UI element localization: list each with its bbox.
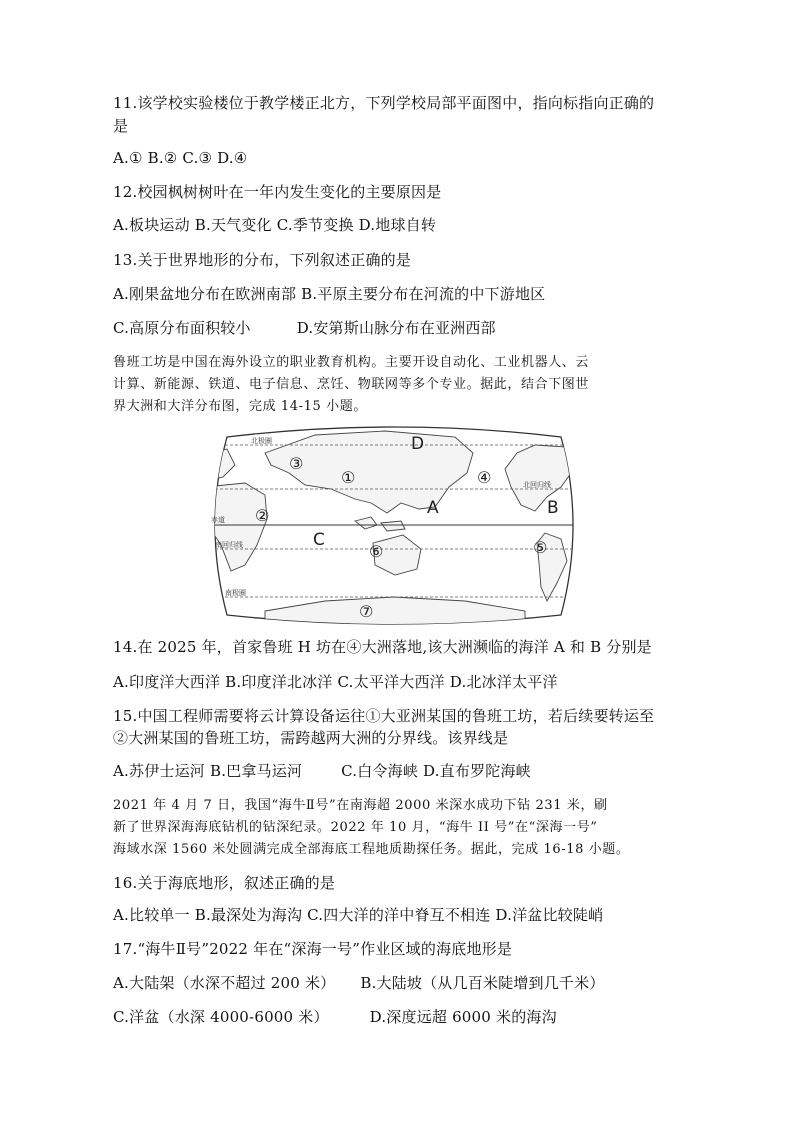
continent-3-label: ③ (289, 454, 304, 473)
q17-options-ab (113, 972, 605, 994)
q15-option-ab: A.苏伊士运河 B.巴拿马运河 (113, 762, 303, 780)
passage1-line3: 界大洲和大洋分布图，完成 14-15 小题。 (113, 399, 367, 414)
q17-stem: 17.“海牛Ⅱ号”2022 年在“深海一号”作业区域的海底地形是 (113, 940, 513, 958)
passage1-line2: 计算、新能源、铁道、电子信息、烹饪、物联网等多个专业。据此，结合下图世 (113, 377, 590, 392)
q13-options-line2 (113, 317, 496, 339)
continent-2-label: ② (255, 506, 270, 525)
ocean-a-label: A (427, 498, 439, 518)
equator-label: 赤道 (211, 516, 225, 524)
q17-options-cd (113, 1006, 557, 1028)
q17-option-b: B.大陆坡（从几百米陡增到几千米） (360, 974, 605, 992)
q17-option-c: C.洋盆（水深 4000-6000 米） (113, 1008, 329, 1026)
q13-option-d: D.安第斯山脉分布在亚洲西部 (296, 319, 496, 337)
continent-6-label: ⑥ (369, 542, 384, 561)
ocean-d-label: D (411, 434, 425, 454)
q16-options: A.比较单一 B.最深处为海沟 C.四大洋的洋中脊互不相连 D.洋盆比较陡峭 (113, 906, 604, 924)
q15-stem-line2: ②大洲某国的鲁班工坊，需跨越两大洲的分界线。该界线是 (113, 729, 509, 747)
q14-options: A.印度洋大西洋 B.印度洋北冰洋 C.太平洋大西洋 D.北冰洋太平洋 (113, 673, 558, 691)
passage2-line2: 新了世界深海海底钻机的钻深纪录。2022 年 10 月，“海牛 II 号”在“深海一号” (113, 820, 598, 835)
q13-options-line1: A.刚果盆地分布在欧洲南部 B.平原主要分布在河流的中下游地区 (113, 285, 546, 303)
q17-option-a: A.大陆架（水深不超过 200 米） (113, 974, 336, 992)
ocean-c-label: C (313, 530, 325, 550)
q16-stem: 16.关于海底地形，叙述正确的是 (113, 874, 336, 892)
q12-stem: 12.校园枫树树叶在一年内发生变化的主要原因是 (113, 183, 442, 201)
passage2-line3: 海域水深 1560 米处圆满完成全部海底工程地质勘探任务。据此，完成 16-18 小题。 (113, 842, 630, 857)
tropic-capricorn-label: 南回归线 (215, 541, 243, 549)
passage2-line1: 2021 年 4 月 7 日，我国“海牛Ⅱ号”在南海超 2000 米深水成功下钻 231 米，刷 (113, 798, 608, 813)
ocean-b-label: B (547, 498, 559, 518)
passage1-line1: 鲁班工坊是中国在海外设立的职业教育机构。主要开设自动化、工业机器人、云 (113, 355, 590, 370)
q14-stem: 14.在 2025 年，首家鲁班 H 坊在④大洲落地,该大洲濒临的海洋 A 和 B 分别是 (113, 638, 652, 656)
q11-stem-line2: 是 (113, 117, 129, 135)
greenland-shape (205, 431, 221, 447)
q11-stem-line1: 11.该学校实验楼位于教学楼正北方，下列学校局部平面图中，指向标指向正确的 (113, 94, 655, 112)
continent-1-label: ① (341, 468, 356, 487)
q15-option-cd: C.白令海峡 D.直布罗陀海峡 (341, 762, 531, 780)
q13-stem: 13.关于世界地形的分布，下列叙述正确的是 (113, 251, 412, 269)
continent-4-label: ④ (477, 468, 492, 487)
q12-options: A.板块运动 B.天气变化 C.季节变换 D.地球自转 (113, 216, 437, 234)
tropic-cancer-label: 北回归线 (523, 481, 551, 489)
continent-5-label: ⑤ (533, 538, 548, 557)
continent-7-label: ⑦ (359, 602, 374, 621)
q15-options (113, 760, 531, 782)
south-polar-label: 南极圈 (225, 589, 246, 597)
q11-options: A.① B.② C.③ D.④ (113, 149, 248, 167)
world-continents-oceans-map (205, 425, 583, 625)
q17-option-d: D.深度远超 6000 米的海沟 (369, 1008, 557, 1026)
q13-option-c: C.高原分布面积较小 (113, 319, 251, 337)
north-polar-label: 北极圈 (251, 437, 272, 445)
q15-stem-line1: 15.中国工程师需要将云计算设备运往①大亚洲某国的鲁班工坊，若后续要转运至 (113, 707, 655, 725)
